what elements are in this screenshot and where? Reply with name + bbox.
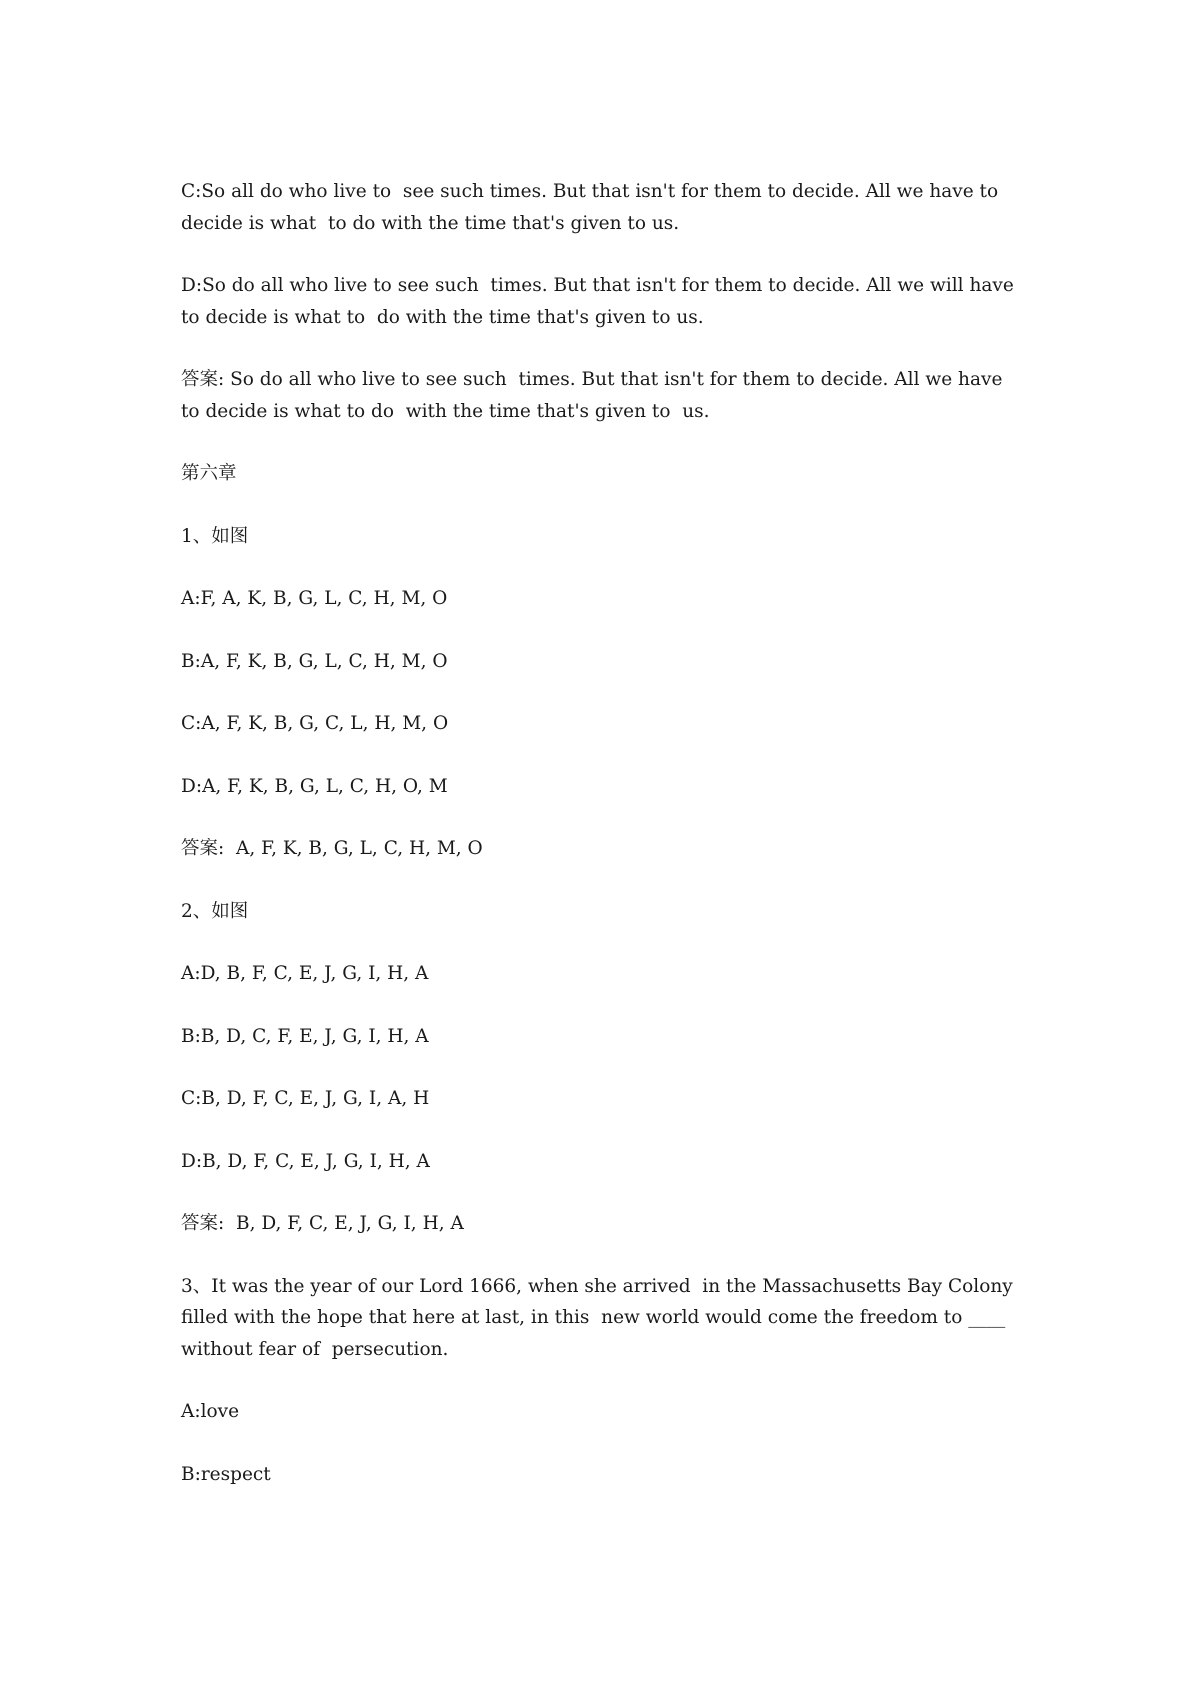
q3-option-b: B:respect	[181, 1463, 271, 1485]
q1-answer: 答案: A, F, K, B, G, L, C, H, M, O	[181, 838, 483, 859]
q2-answer: 答案: B, D, F, C, E, J, G, I, H, A	[181, 1213, 464, 1234]
q1-option-b: B:A, F, K, B, G, L, C, H, M, O	[181, 650, 448, 672]
q1-option-a: A:F, A, K, B, G, L, C, H, M, O	[181, 588, 448, 609]
q1-option-d: D:A, F, K, B, G, L, C, H, O, M	[181, 775, 448, 797]
q2-option-b: B:B, D, C, F, E, J, G, I, H, A	[181, 1025, 429, 1047]
q1-option-c: C:A, F, K, B, G, C, L, H, M, O	[181, 713, 449, 734]
q5-option-d: D:So do all who live to see such times. But that isn't for them to decide. All we will have to decide is what to do with the time that's given to us.	[181, 275, 1020, 328]
q2-option-a: A:D, B, F, C, E, J, G, I, H, A	[181, 963, 429, 984]
q2-option-c: C:B, D, F, C, E, J, G, I, A, H	[181, 1088, 430, 1109]
q3-option-a: A:love	[181, 1401, 240, 1422]
q2-option-d: D:B, D, F, C, E, J, G, I, H, A	[181, 1150, 430, 1172]
chapter-heading: 第六章	[181, 463, 237, 484]
q3-stem: 3、It was the year of our Lord 1666, when she arrived in the Massachusetts Bay Colony filled with the hope that here at last, in this new world would come the freedom to ____ without fear of persecution.	[181, 1275, 1019, 1360]
q5-answer: 答案: So do all who live to see such times. But that isn't for them to decide. All we have to decide is what to do with the time that's given to us.	[181, 369, 1009, 422]
document-page	[181, 176, 1021, 1521]
q5-option-c: C:So all do who live to see such times. But that isn't for them to decide. All we have to decide is what to do with the time that's given to us.	[181, 181, 1005, 234]
q2-stem: 2、如图	[181, 900, 249, 922]
q1-stem: 1、如图	[181, 525, 249, 547]
